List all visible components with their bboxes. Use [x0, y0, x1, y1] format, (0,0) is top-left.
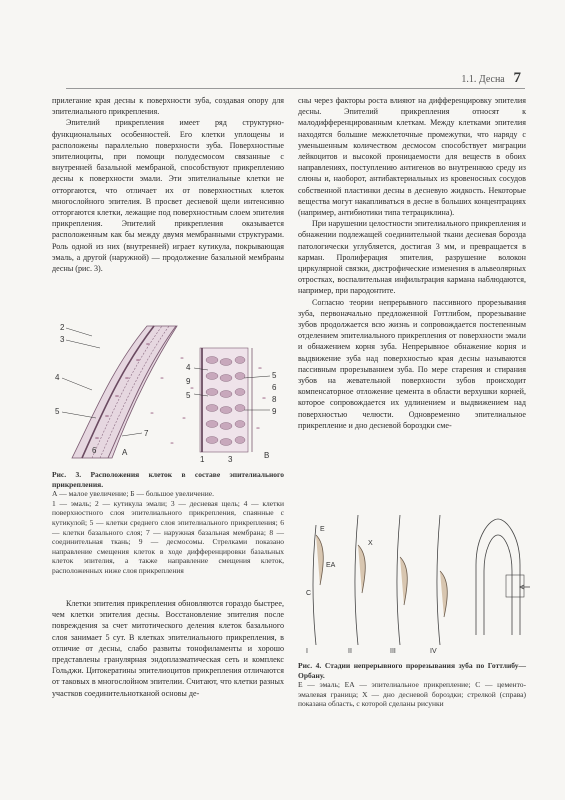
- fig4-part-label: C: [306, 590, 312, 597]
- paragraph: При нарушении целостности эпителиального прикрепления и обнажении подлежащей соединительной ткани десневая борозда патологически углубляется, достигая 3 мм, и превращается в карман. Пролиферация эпителия, разрушение волокон циркулярной связки, дистрофические изменения в альвеолярных отростках, воспалительная инфильтрация кармана наблюдаются, например, при пародонтите.: [298, 219, 526, 296]
- paragraph: Эпителий прикрепления имеет ряд структурно-функциональных особенностей. Его клетки уплощены и расположены параллельно поверхности зуба. Поверхностные эпителиоциты, при помощи полудесмосом связанные с внутренней базальной мембраной, способствуют прикреплению десны к поверхности эмали. Эти эпителиальные клетки не отторгаются, что отличает их от поверхностных клеток многослойного эпителия. В просвет десневой щели интенсивно отторгаются клетки, лежащие под поверхностным слоем эпителия прикрепления. Эпителий прикрепления оказывается расположенным как бы между двумя мембранными структурами. Роль одной из них (внутренней) играет кутикула, покрывающая эмаль, а другой (наружной) — продолжение базальной мембраны десны (рис. 3).: [52, 118, 284, 274]
- left-column: [52, 95, 284, 274]
- paragraph: сны через факторы роста влияют на дифференцировку эпителия десны. Эпителий прикрепления относят к малодифференцированным клеткам. Между клетками эпителия находятся большие межклеточные промежутки, что наряду с уменьшенным количеством десмосом способствует миграции лейкоцитов и высокой проницаемости для веществ в обоих направлениях, поступлению антигенов во внутреннюю среду из слюны и, наоборот, антибактериальных из кровеносных сосудов собственной пластинки десны в десневую жидкость. Некоторые вещества могут накапливаться в десне в больших концентрациях (например, антибиотики типа тетрациклина).: [298, 96, 526, 218]
- figure-3-caption: [52, 470, 284, 576]
- paragraph: Клетки эпителия прикрепления обновляются гораздо быстрее, чем клетки эпителия десны. Восстановление эпителия после повреждения за счет митотического деления клеток базального слоя занимает 5 сут. В клетках эпителиального прикрепления, в отличие от десны, слабо развиты тонофиламенты и хорошо представлены гранулярная эндоплазматическая сеть и комплекс Гольджи. Цитокератины эпителиоцитов прикрепления отличаются от таковых в многослойном эпителии. Считают, что клетки разных участков соединительнотканой основы де-: [52, 599, 284, 698]
- figure-4-eruption-stages: [298, 505, 530, 655]
- fig4-part-label: EA: [326, 562, 336, 569]
- fig3-label: 4: [55, 373, 60, 382]
- section-title: 1.1. Десна: [461, 74, 505, 85]
- fig3-label: 2: [60, 323, 65, 332]
- figure-4-caption-title: Рис. 4. Стадии непрерывного прорезывания зуба по Готтлибу—Орбану.: [298, 661, 526, 680]
- fig3-label: 9: [272, 407, 277, 416]
- fig3-label: 1: [200, 455, 205, 464]
- figure-3-caption-legend: 1 — эмаль; 2 — кутикула эмали; 3 — десневая щель; 4 — клетки поверхностного слоя эпителиального прикрепления, спаянные с кутикулой; 5 — клетки среднего слоя эпителиального прикрепления; 6 — клетки базального слоя; 7 — наружная базальная мембрана; 8 — соединительная ткань; 9 — десмосомы. Стрелками показано направление смещения клеток в ходе дифференцировки базальных клеток эпителия, а также направление смещения клеток, расположенных ниже слоя прикрепления: [52, 498, 284, 575]
- figure-3-caption-title: Рис. 3. Расположения клеток в составе эпителиального прикрепления.: [52, 470, 284, 489]
- page-number: 7: [513, 70, 521, 86]
- running-header: [461, 70, 521, 87]
- fig4-stage-label: II: [348, 648, 352, 655]
- figure-3-panel-a: [55, 323, 194, 458]
- right-column: [298, 95, 526, 431]
- fig3-label: 3: [228, 455, 233, 464]
- fig4-part-label: E: [320, 526, 325, 533]
- fig3-label: 7: [144, 429, 149, 438]
- fig3-label: 3: [60, 335, 65, 344]
- fig4-stage-label: III: [390, 648, 396, 655]
- paragraph: прилегание края десны к поверхности зуба, создавая опору для эпителиального прикрепления.: [52, 96, 284, 117]
- fig3-label: 5: [55, 407, 60, 416]
- fig4-stage-label: I: [306, 648, 308, 655]
- fig4-stage-label: IV: [430, 648, 437, 655]
- fig3-label: 6: [272, 383, 277, 392]
- fig3-label: 8: [272, 395, 277, 404]
- figure-4-caption: [298, 661, 526, 709]
- fig3-label: 6: [92, 446, 97, 455]
- fig3-label: 5: [186, 391, 191, 400]
- fig3-panel-label: А: [122, 448, 128, 457]
- header-rule: [66, 88, 525, 89]
- figure-3-histology: [52, 318, 284, 464]
- fig3-label: 9: [186, 377, 191, 386]
- figure-3-panel-b: [186, 348, 277, 464]
- paragraph: Согласно теории непрерывного пассивного прорезывания зуба, первоначально предложенной Готтлибом, прорезывание зубов продолжается всю жизнь и сопровождается постепенным отделением эпителиального прикрепления от поверхности эмали и обнажением корня зуба. Непрерывное обнажение корня и выдвижение зуба над поверхностью края десны называются пассивным прорезыванием зуба. По мере старения и стирания зубов на жевательной поверхности зубов происходит компенсаторное отложение цемента в области верхушки корней, которое сопровождается их удлинением и выдвижением над поверхностью челюсти. Одновременно эпителиальное прикрепление и дно десневой бороздки сме-: [298, 297, 526, 430]
- fig3-label: 4: [186, 363, 191, 372]
- figure-4-caption-body: Е — эмаль; ЕА — эпителиальное прикрепление; С — цементо-эмалевая граница; X — дно десневой бороздки; стрелкой (справа) показана область, с которой сделаны рисунки: [298, 680, 526, 709]
- fig4-part-label: X: [368, 540, 373, 547]
- fig3-panel-label: В: [264, 451, 270, 460]
- figure-3-caption-body: А — малое увеличение; Б — большое увеличение.: [52, 489, 214, 499]
- left-column-bottom: [52, 598, 284, 699]
- fig3-label: 5: [272, 371, 277, 380]
